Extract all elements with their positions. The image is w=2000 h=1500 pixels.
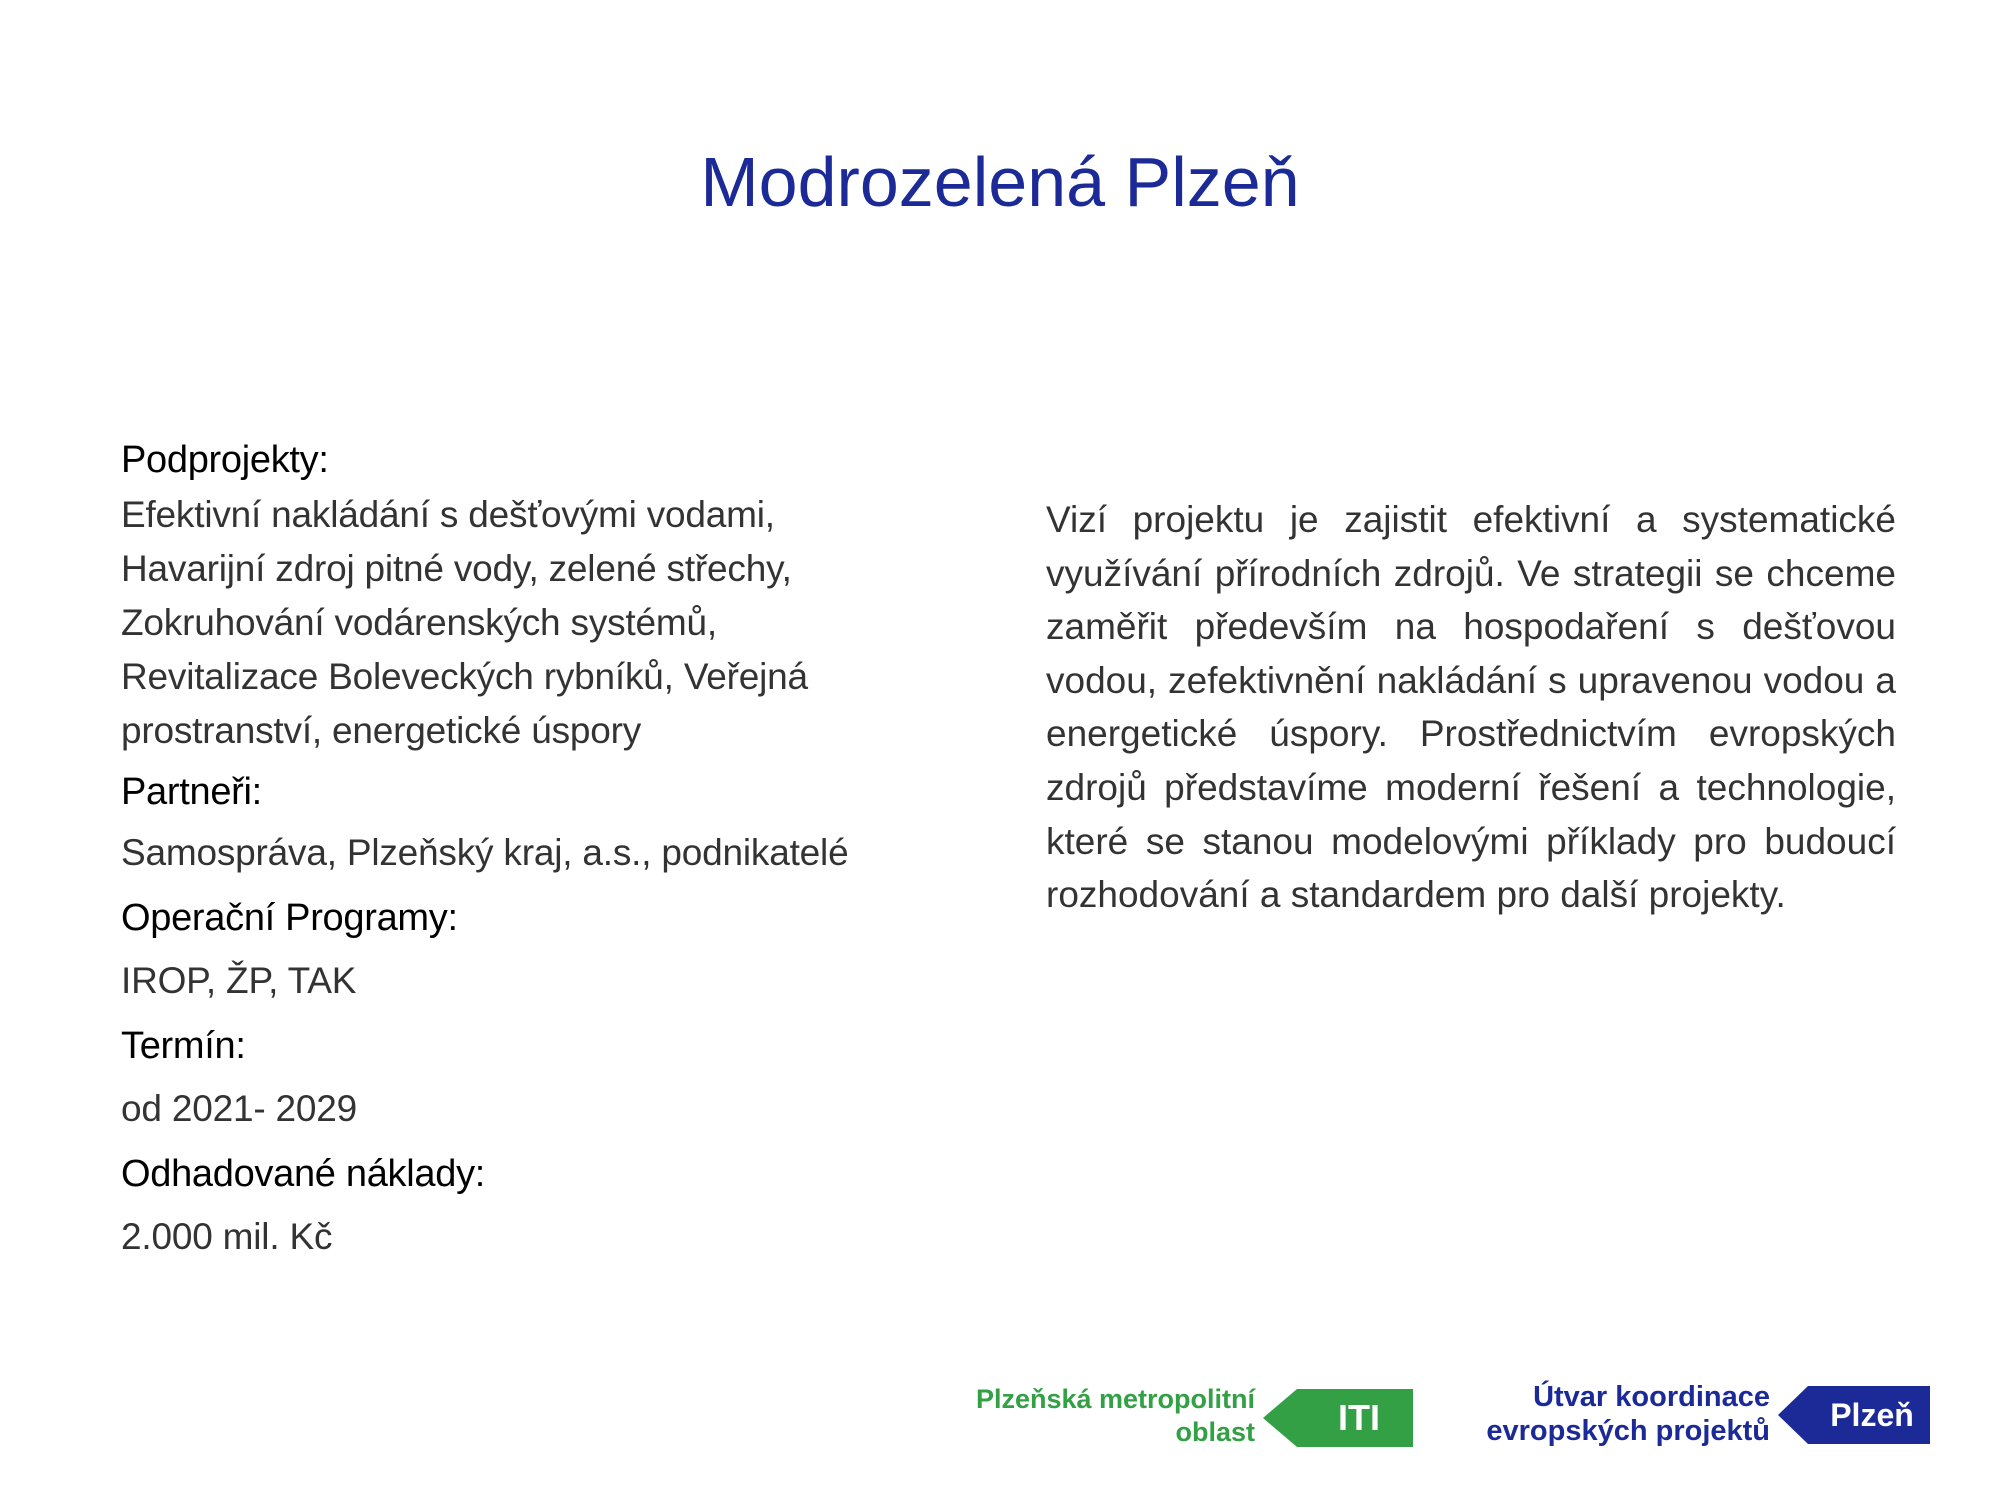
iti-logo-line1: Plzeňská metropolitní — [975, 1384, 1255, 1414]
iti-logo — [935, 1383, 1413, 1455]
plzen-logo-text — [1486, 1380, 1770, 1448]
term-heading: Termín: — [121, 1025, 246, 1067]
iti-logo-text — [976, 1383, 1255, 1449]
costs-heading: Odhadované náklady: — [121, 1153, 486, 1195]
plzen-logo-line1: Útvar koordinace — [1533, 1381, 1770, 1413]
project-details — [121, 432, 981, 1270]
subprojects-line: Zokruhování vodárenských systémů, — [121, 602, 717, 643]
programs-heading: Operační Programy: — [121, 897, 458, 939]
subprojects-value — [121, 488, 981, 758]
plzen-badge-label: Plzeň — [1830, 1397, 1914, 1433]
subprojects-line: Revitalizace Boleveckých rybníků, Veřejná — [121, 656, 808, 697]
costs-value: 2.000 mil. Kč — [121, 1216, 333, 1257]
plzen-logo — [1455, 1378, 1930, 1458]
page-title: Modrozelená Plzeň — [700, 143, 1300, 221]
subprojects-line: Havarijní zdroj pitné vody, zelené střechy, — [121, 548, 792, 589]
iti-logo-line2: oblast — [1175, 1417, 1255, 1447]
iti-badge — [1263, 1389, 1413, 1447]
subprojects-line: prostranství, energetické úspory — [121, 710, 642, 751]
partners-heading: Partneři: — [121, 771, 262, 813]
plzen-badge — [1778, 1386, 1930, 1444]
partners-value: Samospráva, Plzeňský kraj, a.s., podnikatelé — [121, 832, 849, 873]
vision-paragraph: Vizí projektu je zajistit efektivní a systematické využívání přírodních zdrojů. Ve strategii se chceme zaměřit především na hospodaření s dešťovou vodou, zefektivnění nakládání s upravenou vodou a energetické úspory. Prostřednictvím evropských zdrojů představíme moderní řešení a technologie, které se stanou modelovými příklady pro budoucí rozhodování a standardem pro další projekty. — [1046, 499, 1896, 916]
iti-badge-label: ITI — [1338, 1397, 1380, 1438]
term-value: od 2021- 2029 — [121, 1088, 358, 1129]
subprojects-heading: Podprojekty: — [121, 439, 329, 481]
programs-value: IROP, ŽP, TAK — [121, 960, 357, 1001]
subprojects-line: Efektivní nakládání s dešťovými vodami, — [121, 494, 775, 535]
plzen-logo-line2: evropských projektů — [1486, 1415, 1770, 1447]
